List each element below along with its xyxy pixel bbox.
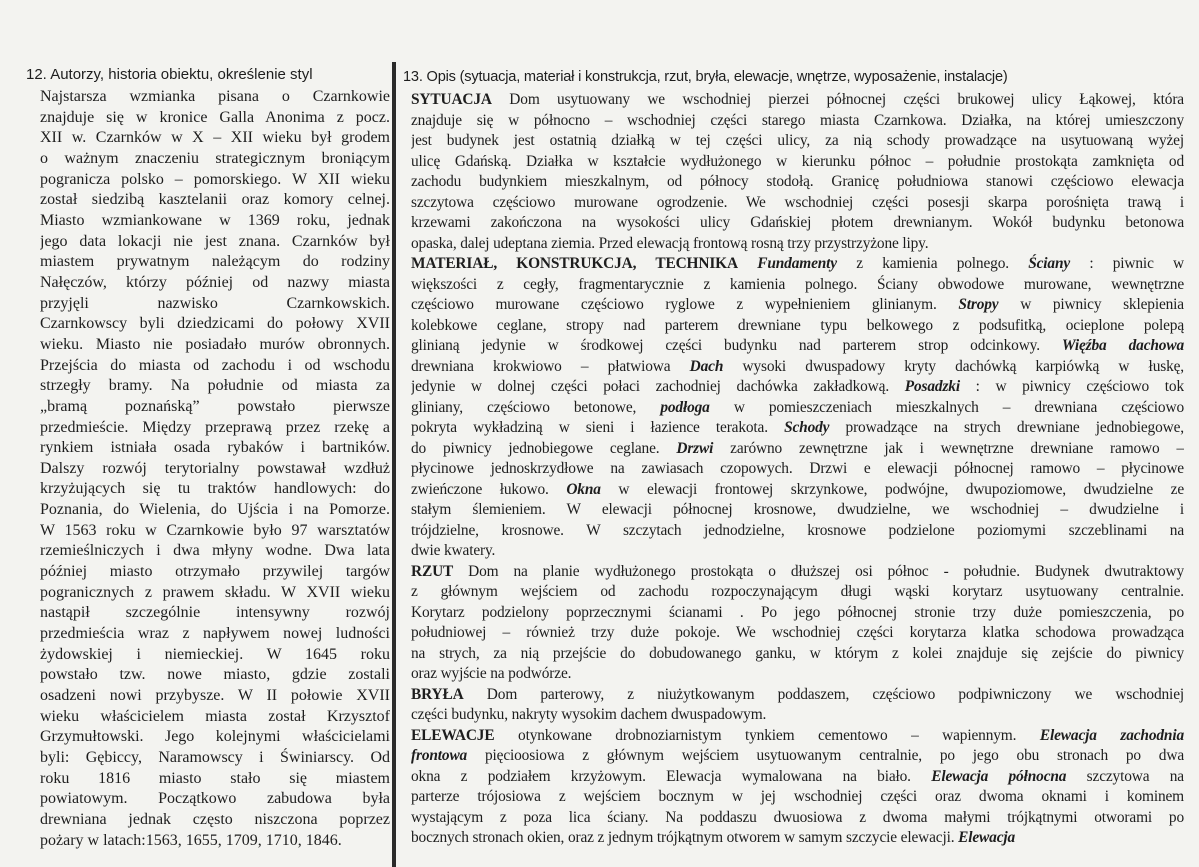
text-line [411,644,1184,665]
text-run: trójdzielne, krosnowe. W szczytach jednodzielne, krosnowe podzielone poziomymi szczeblinami na [411,521,1184,539]
text-line [411,767,1184,788]
term-label: frontowa [411,747,468,764]
text-run: otynkowane drobnoziarnistym tynkiem cementowo – wapiennym. [494,726,1040,744]
text-run: do piwnicy jednobiegowe ceglane. [411,439,677,457]
text-line [40,397,390,418]
text-line [40,707,390,728]
text-run: gliniany, częściowo betonowe, [411,398,661,416]
section-label: RZUT [411,562,454,580]
text-line [411,726,1184,747]
text-line [411,131,1184,152]
text-line [40,459,390,480]
text-line [411,521,1184,542]
text-run: w elewacji frontowej skrzynkowe, podwójne, dwupoziomowe, dwudzielne ze [600,480,1184,498]
text-run: Dalszy rozwój terytorialny powstawał wzdłuż [40,459,390,477]
term-label: Fundamenty [757,255,837,272]
term-label: Więźba dachowa [1061,337,1184,354]
text-run: w pomieszczeniach mieszkalnych – drewniana częściowo [709,398,1184,416]
description-text-column [411,90,1184,849]
text-line [40,541,390,562]
text-line [40,170,390,191]
text-line [411,787,1184,808]
text-run: przyjęli nazwisko Czarnkowskich. [40,294,390,312]
text-line [40,769,390,790]
text-line [40,418,390,439]
text-run: Czarnkowscy byli dziedzicami do połowy XVII [40,315,390,333]
text-line [40,521,390,542]
text-line [411,541,1184,562]
section-label: ELEWACJE [411,726,495,744]
text-line [411,254,1184,275]
text-run: XII w. Czarnków w X – XII wieku był grodem [40,129,390,147]
column-divider [392,62,396,867]
text-line [40,314,390,335]
text-run: pięcioosiowa z głównym wejściem usytuowanym centralnie, po jego obu stronach po dwa [467,747,1184,764]
section-label: MATERIAŁ, KONSTRUKCJA, TECHNIKA [411,255,738,272]
text-line [411,562,1184,583]
text-line [411,582,1184,603]
history-text-column [40,87,390,851]
text-run: pokryta wykładziną w sieni i łazience terakota. [411,419,785,436]
text-run: pogranicza polsko – pomorskiego. W XII wieku [40,170,390,188]
text-run: części budynku, nakryty wysokim dachem dwuspadowym. [411,706,767,723]
text-line [411,275,1184,296]
text-run: kolebkowe ceglane, stropy nad parterem drewniane typu belkowego z podsufitką, ocieplone polepą [411,316,1184,334]
text-run: płycinowe jednoskrzydłowe na zawiasach czopowych. Drzwi e elewacji północnej ramowo – płycinowe [411,460,1184,477]
text-line [411,439,1184,460]
text-run: Dom usytuowany we wschodniej pierzei północnej części brukowej ulicy Łąkowej, która [491,91,1184,108]
term-label: Posadzki [904,378,960,395]
text-run: Dom na planie wydłużonego prostokąta o dłuższej osi północ - południe. Budynek dwutraktowy [453,562,1184,580]
text-run: okna z podziałem krzyżowym. Elewacja wymalowana na biało. [411,767,932,785]
text-run: jego data lokacji nie jest znana. Czarnków był [40,232,390,250]
text-line [411,193,1184,214]
text-run: opaska, dalej udeptana ziemia. Przed elewacją frontową rosną trzy przystrzyżone lipy. [411,234,929,252]
text-run: pogranicznych z prawem składu. W XVII wieku [40,583,390,601]
text-line [411,234,1184,255]
text-line [411,111,1184,132]
text-run: przedmieścia wraz z napływem nowej ludności [40,625,390,643]
text-run: dwie kwatery. [411,542,496,559]
text-run: : piwnic w [1070,255,1184,272]
term-label: Ściany [1028,255,1071,272]
text-run: znajduje się w północno – wschodniej części starego miasta Czarnkowa. Działka, na której umieszczony [411,111,1184,129]
term-label: Schody [784,419,830,436]
text-line [40,479,390,500]
text-line [411,357,1184,378]
text-line [40,562,390,583]
text-run: roku 1816 miasto stało się miastem [40,769,390,787]
text-line [40,583,390,604]
text-run: glinianą jedynie w środkowej części budynku nad parterem strop odcinkowy. [411,337,1062,354]
text-line [40,810,390,831]
text-line [40,645,390,666]
text-run: powstało tzw. nowe miasto, gdzie zostali [40,666,390,684]
text-line [40,190,390,211]
text-run: Miasto wzmiankowane w 1369 roku, jednak [40,211,390,229]
text-run: żydowskiej i niemieckiej. W 1645 roku [40,645,390,663]
text-run: później miasto otrzymało przywilej targów [40,563,390,581]
text-line [40,149,390,170]
text-line [411,500,1184,521]
text-line [40,748,390,769]
term-label: Elewacja [958,829,1016,846]
text-line [411,377,1184,398]
section-label: SYTUACJA [411,91,492,108]
text-line [40,108,390,129]
text-line [40,665,390,686]
text-run: zarówno zewnętrzne jak i wewnętrzne drewniane ramowo – [713,439,1184,457]
text-run: Poznania, do Wielenia, do Ujścia i na Pomorze. [40,501,390,519]
term-label: Elewacja zachodnia [1039,726,1184,744]
text-run: miastem prywatnym należącym do rodziny [40,253,390,271]
text-run: Grzymułtowski. Jego kolejnymi właścicielami [40,728,390,746]
text-run: wysoki dwuspadowy kryty dachówką karpiówką w łuskę, [723,357,1184,375]
term-label: podłoga [660,398,710,416]
text-line [40,294,390,315]
text-line [40,356,390,377]
text-line [411,418,1184,439]
text-line [411,316,1184,337]
text-line [411,213,1184,234]
text-run: drewniana jednak często niszczona poprzez [40,810,390,828]
term-label: Okna [566,480,601,498]
term-label: Dach [689,357,724,375]
text-line [411,398,1184,419]
text-run [738,255,757,272]
section-12-heading: 12. Autorzy, historia obiektu, określenie styl [26,66,313,83]
text-run: ulicę Gdańską. Działka w kształcie wydłużonego w kierunku północ – południe prostokąta zamknięta od [411,152,1184,170]
text-run: drewniana krokwiowo – płatwiowa [411,357,690,375]
text-run: szczytowa na [1066,767,1184,785]
text-run: strzegły bramy. Na południe od miasta za [40,377,390,395]
section-label: BRYŁA [411,685,464,703]
text-line [411,90,1184,111]
text-run: nastąpił szczególnie intensywny rozwój [40,604,390,622]
text-line [411,685,1184,706]
text-line [411,295,1184,316]
text-line [40,603,390,624]
text-line [411,664,1184,685]
text-run: szczytowa częściowo murowane ogrodzenie. We wschodniej części posesji skarpa porośnięta trawą i [411,193,1184,211]
text-run: o ważnym znaczeniu strategicznym broniącym [40,149,390,167]
text-line [40,273,390,294]
text-run: zwieńczone łukowo. [411,480,567,498]
text-line [40,335,390,356]
text-run: stałym ślemieniem. W elewacji północnej krosnowe, dwudzielne, we wschodniej – dwudzielne i [411,501,1184,518]
text-run: W 1563 roku w Czarnkowie było 97 warsztatów [40,521,390,539]
text-line [411,705,1184,726]
text-run: byli: Gębiccy, Naramowscy i Świniarscy. Od [40,749,390,766]
text-run: prowadzące na strych drewniane jednobiegowe, [829,419,1184,436]
text-line [40,211,390,232]
text-line [40,500,390,521]
term-label: Stropy [958,296,999,313]
text-line [411,623,1184,644]
text-line [40,727,390,748]
text-line [40,686,390,707]
text-run: południowej – również trzy duże pokoje. We wschodniej części korytarza klatka schodowa prowadząca [411,624,1184,641]
text-line [411,336,1184,357]
text-line [411,746,1184,767]
text-run: wieku. Miasto nie posiadało murów obronnych. [40,335,390,353]
text-run: Przejścia do miasta od zachodu i od wschodu [40,356,390,374]
text-run: oraz wyjście na podwórze. [411,665,572,682]
text-line [40,438,390,459]
text-line [40,252,390,273]
text-run: na strych, za nią przejście do dobudowanego ganku, w którym z kolei znajduje się zejście do piwnicy [411,644,1184,662]
text-line [40,624,390,645]
text-line [40,232,390,253]
text-run: rzemieślniczych i dwa młyny wodne. Dwa lata [40,542,390,560]
term-label: Drzwi [676,439,714,457]
text-run: częściowo murowane częściowo ryglowe z wypełnieniem glinianym. [411,296,959,313]
text-run: krzewami zakończona na wysokości ulicy Gdańskiej płotem drewnianym. Wokół budynku betonowa [411,214,1184,231]
text-run: Korytarz podzielony poprzecznymi ścianami . Po jego północnej stronie trzy duże pomieszczenia, po [411,603,1184,621]
text-line [411,808,1184,829]
text-run: jedynie w dolnej części połaci zachodniej dachówka zakładkową. [411,378,905,395]
text-run: parterze trójosiowa z wejściem bocznym w jej wschodniej części oraz dwoma oknami i kominem [411,788,1184,805]
text-run: wieku właścicielem miasta został Krzysztof [40,707,390,725]
text-line [40,128,390,149]
text-run: bocznych stronach okien, oraz z jednym trójkątnym otworem w samym szczycie elewacji. [411,829,959,846]
text-run: „bramą poznańską” powstało pierwsze [40,397,390,415]
text-run: Najstarsza wzmianka pisana o Czarnkowie [40,88,390,105]
text-run: : w piwnicy częściowo tok [959,378,1184,395]
text-run: większości z cegły, fragmentarycznie z kamienia polnego. Ściany obwodowe murowane, wewnętrzne [411,275,1184,293]
text-line [411,828,1184,849]
text-run: został siedzibą kasztelanii oraz komory celnej. [40,191,390,209]
section-13-heading: 13. Opis (sytuacja, materiał i konstrukcja, rzut, bryła, elewacje, wnętrze, wyposażenie, instalacje) [403,69,1008,85]
text-run: w piwnicy sklepienia [998,296,1184,313]
text-run: powiatowym. Początkowo zabudowa była [40,790,390,808]
text-run: znajduje się w kronice Galla Anonima z pocz. [40,108,390,126]
text-run: pożary w latach:1563, 1655, 1709, 1710, 1846. [40,831,342,849]
text-line [411,459,1184,480]
text-run: Dom parterowy, z niużytkowanym poddaszem, częściowo podpiwniczony we wschodniej [463,685,1184,703]
text-line [411,603,1184,624]
term-label: Elewacja północna [931,767,1067,785]
text-run: zachodu budynkiem mieszkalnym, od północy stodołą. Granicę południowa stanowi częściowo elewacja [411,173,1184,190]
text-line [40,87,390,108]
text-run: z kamienia polnego. [836,255,1029,272]
text-line [40,376,390,397]
text-line [411,172,1184,193]
text-line [411,152,1184,173]
text-run: jest budynek jest ostatnią działką w tej części ulicy, za nią schody prowadzące na usytuowaną wyżej [411,132,1184,149]
text-run: wystającym z poza lica ściany. Na poddaszu dwuosiowa z dwoma małymi trójkątnymi otworami po [411,808,1184,826]
text-run: przedmieście. Między przeprawą przez rzekę a [40,418,390,436]
text-line [40,831,390,852]
text-line [411,480,1184,501]
text-run: Nałęczów, którzy później od nazwy miasta [40,273,390,291]
text-run: osadzeni nowi przybysze. W II połowie XVII [40,687,390,705]
text-run: rynkiem istniała osada rybaków i bartników. [40,439,390,457]
text-run: krzyżujących się tu traktów handlowych: do [40,480,390,498]
text-run: z głównym wejściem od zachodu rozpoczynającym długi wąski korytarz usytuowany centralnie. [411,583,1184,600]
text-line [40,789,390,810]
